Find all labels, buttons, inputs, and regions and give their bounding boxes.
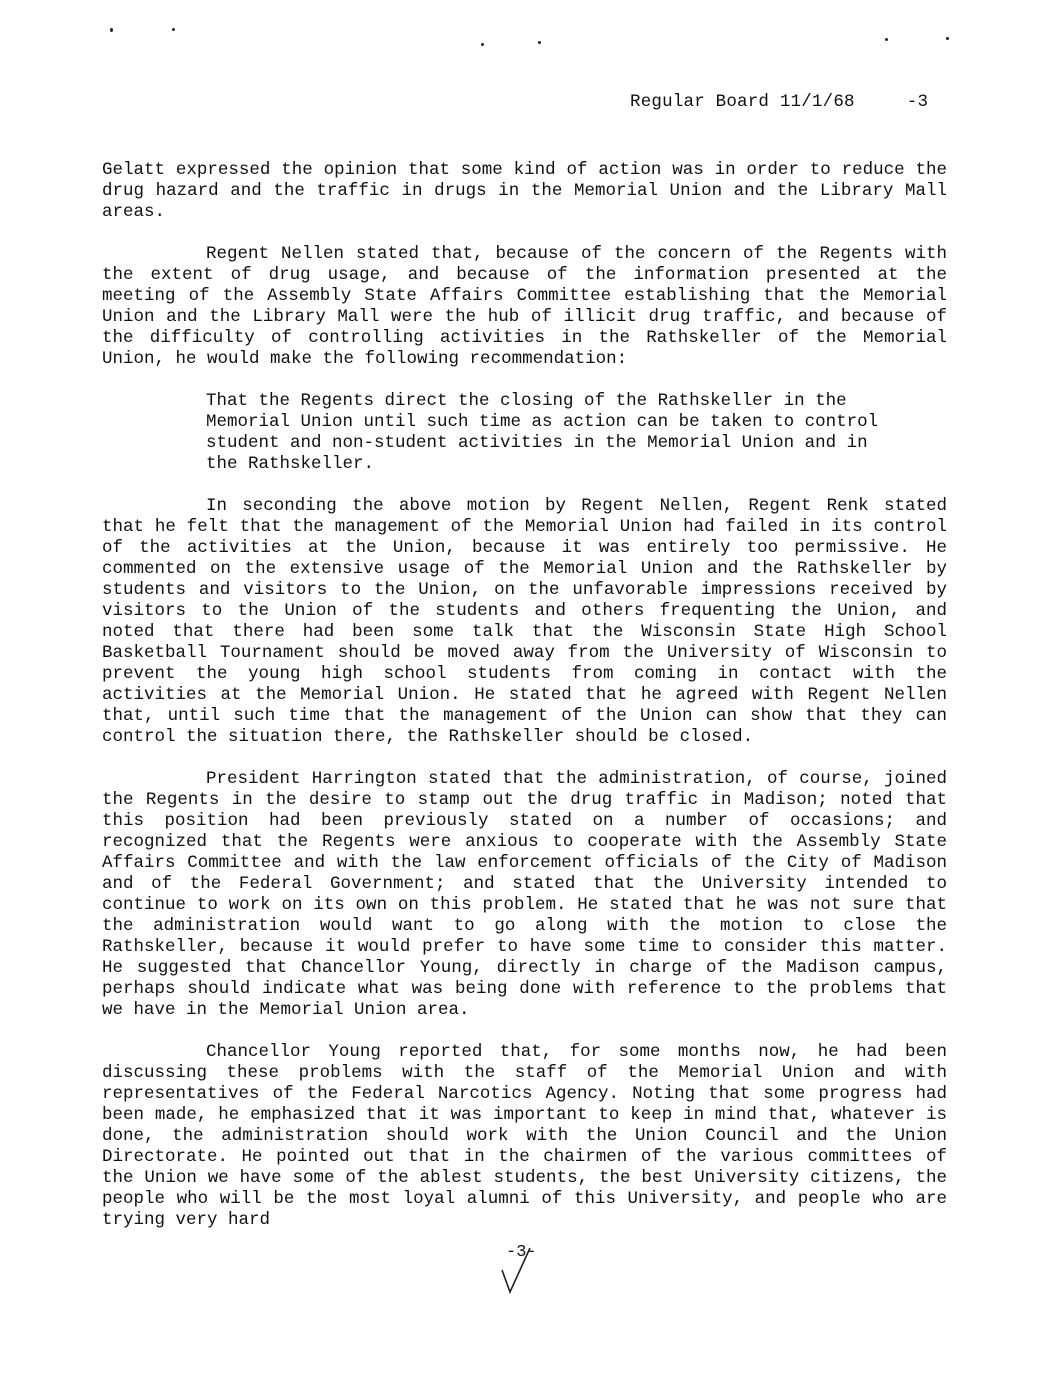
paragraph-renk: In seconding the above motion by Regent Nellen, Regent Renk stated that he felt that the management of the Memorial Union had failed in its control of the activities at the Union, because it was entirely too permissive. He commented on the extensive usage of the Memorial Union and the Rathskeller by students and visitors to the Union, on the unfavorable impressions received by visitors to the Union of the students and others frequenting the Union, and noted that there had been some talk that the Wisconsin State High School Basketball Tournament should be moved away from the University of Wisconsin to prevent the young high school students from coming in contact with the activities at the Memorial Union. He stated that he agreed with Regent Nellen that, until such time that the management of the Union can show that they can control the situation there, the Rathskeller should be closed. xyxy=(102,496,947,747)
paragraph-harrington: President Harrington stated that the administration, of course, joined the Regents in the desire to stamp out the drug traffic in Madison; noted that this position had been previously stated on a number of occasions; and recognized that the Regents were anxious to cooperate with the Assembly State Affairs Committee and with the law enforcement officials of the City of Madison and of the Federal Government; and stated that the University intended to continue to work on its own on this problem. He stated that he was not sure that the administration would want to go along with the motion to close the Rathskeller, because it would prefer to have some time to consider this matter. He suggested that Chancellor Young, directly in charge of the Madison campus, perhaps should indicate what was being done with reference to the problems that we have in the Memorial Union area. xyxy=(102,769,947,1020)
checkmark-icon xyxy=(490,1240,550,1300)
header-title: Regular Board 11/1/68 xyxy=(630,92,855,112)
scan-speck xyxy=(110,28,113,32)
scan-speck xyxy=(481,43,484,46)
paragraph-young: Chancellor Young reported that, for some months now, he had been discussing these problems with the staff of the Memorial Union and with representatives of the Federal Narcotics Agency. Noting that some progress had been made, he emphasized that it was important to keep in mind that, whatever is done, the administration should work with the Union Council and the Union Directorate. He pointed out that in the chairmen of the various committees of the Union we have some of the ablest students, the best University citizens, the people who will be the most loyal alumni of this University, and people who are trying very hard xyxy=(102,1042,947,1230)
scan-speck xyxy=(172,28,175,31)
footer-page-marker: -3- xyxy=(506,1243,537,1262)
header-page-number: -3 xyxy=(906,92,929,112)
motion-text: That the Regents direct the closing of the Rathskeller in the Memorial Union until such time as action can be taken to control student and non-student activities in the Memorial Union and in the Rathskeller. xyxy=(206,391,879,474)
scan-speck xyxy=(946,37,949,40)
document-body xyxy=(102,160,947,1252)
paragraph-nellen: Regent Nellen stated that, because of the concern of the Regents with the extent of drug usage, and because of the information presented at the meeting of the Assembly State Affairs Committee establishing that the Memorial Union and the Library Mall were the hub of illicit drug traffic, and because of the difficulty of controlling activities in the Rathskeller of the Memorial Union, he would make the following recommendation: xyxy=(102,244,947,369)
scan-speck xyxy=(885,38,888,41)
scan-speck xyxy=(538,41,541,44)
page-header xyxy=(630,92,928,112)
paragraph-gelatt: Gelatt expressed the opinion that some kind of action was in order to reduce the drug hazard and the traffic in drugs in the Memorial Union and the Library Mall areas. xyxy=(102,160,947,222)
